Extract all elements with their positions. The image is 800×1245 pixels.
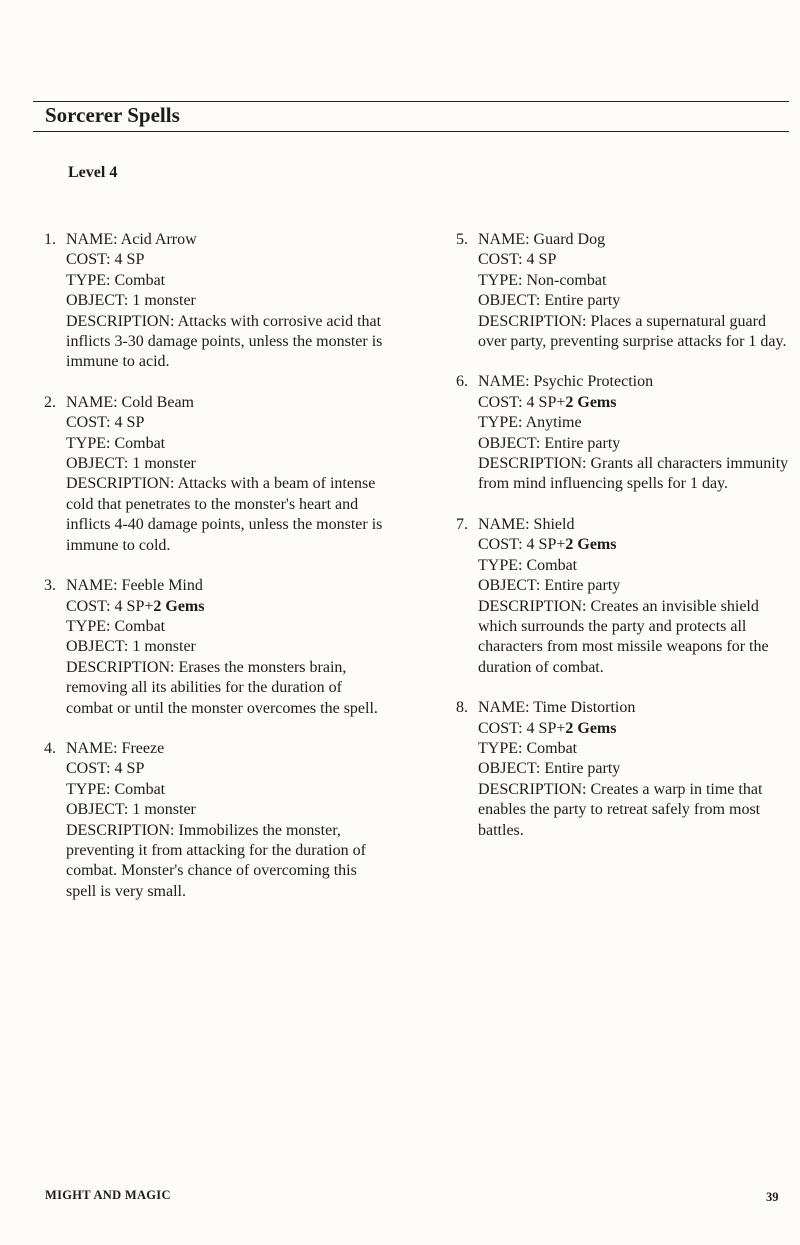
spell-object: OBJECT: Entire party bbox=[478, 577, 621, 595]
spell-object: OBJECT: 1 monster bbox=[66, 292, 196, 310]
spell-name: NAME: Cold Beam bbox=[66, 393, 194, 411]
spell-type: TYPE: Non-combat bbox=[478, 271, 607, 289]
spell-cost: COST: 4 SP bbox=[66, 414, 145, 432]
spell-cost: COST: 4 SP bbox=[478, 251, 557, 269]
spell-entry bbox=[456, 372, 796, 494]
spell-type: TYPE: Combat bbox=[66, 434, 166, 452]
spell-name: NAME: Psychic Protection bbox=[478, 373, 654, 391]
spell-type: TYPE: Combat bbox=[478, 739, 578, 757]
spell-description: DESCRIPTION: Immobilizes the monster, preventing it from attacking for the duration of combat. Monster's chance of overcoming this spell is very small. bbox=[66, 821, 366, 900]
spell-cost: COST: 4 SP+2 Gems bbox=[478, 719, 617, 737]
spell-column-right bbox=[456, 230, 796, 861]
spell-entry bbox=[456, 230, 796, 352]
spell-description: DESCRIPTION: Creates a warp in time that enables the party to retreat safely from most battles. bbox=[478, 780, 763, 839]
spell-entry bbox=[44, 230, 384, 373]
spell-name: NAME: Acid Arrow bbox=[66, 231, 197, 248]
spell-object: OBJECT: Entire party bbox=[478, 434, 621, 452]
footer-book-title: MIGHT AND MAGIC bbox=[45, 1188, 171, 1202]
spell-entry bbox=[44, 739, 384, 902]
spell-description: DESCRIPTION: Attacks with a beam of intense cold that penetrates to the monster's heart and inflicts 4-40 damage points, unless the monster is immune to cold. bbox=[66, 475, 383, 554]
spell-entry bbox=[44, 576, 384, 719]
spell-number: 8. bbox=[456, 699, 468, 717]
spell-entry bbox=[456, 515, 796, 678]
spell-description: DESCRIPTION: Creates an invisible shield which surrounds the party and protects all characters from most missile weapons for the duration of combat. bbox=[478, 597, 769, 676]
spell-name: NAME: Feeble Mind bbox=[66, 577, 203, 595]
spell-object: OBJECT: Entire party bbox=[478, 292, 621, 310]
spell-name: NAME: Time Distortion bbox=[478, 699, 636, 717]
spell-number: 4. bbox=[44, 739, 56, 757]
spell-number: 7. bbox=[456, 515, 468, 533]
spell-number: 2. bbox=[44, 393, 56, 411]
spell-object: OBJECT: 1 monster bbox=[66, 455, 196, 473]
spell-number: 5. bbox=[456, 231, 468, 248]
spell-entry bbox=[456, 698, 796, 841]
spell-object: OBJECT: Entire party bbox=[478, 760, 621, 778]
spell-description: DESCRIPTION: Attacks with corrosive acid that inflicts 3-30 damage points, unless the monster is immune to acid. bbox=[66, 312, 383, 371]
spell-number: 6. bbox=[456, 373, 468, 391]
spell-type: TYPE: Combat bbox=[478, 556, 578, 574]
page-title: Sorcerer Spells bbox=[45, 103, 180, 127]
spell-cost: COST: 4 SP+2 Gems bbox=[478, 393, 617, 411]
spell-cost: COST: 4 SP+2 Gems bbox=[66, 597, 205, 615]
spell-type: TYPE: Combat bbox=[66, 271, 166, 289]
spell-cost: COST: 4 SP+2 Gems bbox=[478, 536, 617, 554]
spell-description: DESCRIPTION: Erases the monsters brain, removing all its abilities for the duration of combat or until the monster overcomes the spell. bbox=[66, 658, 378, 717]
spell-cost: COST: 4 SP bbox=[66, 760, 145, 778]
spell-object: OBJECT: 1 monster bbox=[66, 801, 196, 819]
spell-description: DESCRIPTION: Places a supernatural guard over party, preventing surprise attacks for 1 day. bbox=[478, 312, 787, 351]
spell-type: TYPE: Combat bbox=[66, 617, 166, 635]
spell-entry bbox=[44, 393, 384, 556]
spell-number: 3. bbox=[44, 577, 56, 595]
spell-number: 1. bbox=[44, 231, 56, 248]
spell-name: NAME: Shield bbox=[478, 515, 575, 533]
page-number: 39 bbox=[766, 1190, 779, 1204]
spell-name: NAME: Freeze bbox=[66, 739, 165, 757]
spell-type: TYPE: Combat bbox=[66, 780, 166, 798]
spell-type: TYPE: Anytime bbox=[478, 414, 582, 432]
spell-object: OBJECT: 1 monster bbox=[66, 638, 196, 656]
level-heading: Level 4 bbox=[68, 164, 118, 181]
spell-description: DESCRIPTION: Grants all characters immunity from mind influencing spells for 1 day. bbox=[478, 455, 789, 493]
spell-column-left bbox=[44, 230, 384, 922]
spell-cost: COST: 4 SP bbox=[66, 251, 145, 269]
spell-name: NAME: Guard Dog bbox=[478, 231, 606, 248]
header-rule-bottom bbox=[33, 131, 789, 132]
